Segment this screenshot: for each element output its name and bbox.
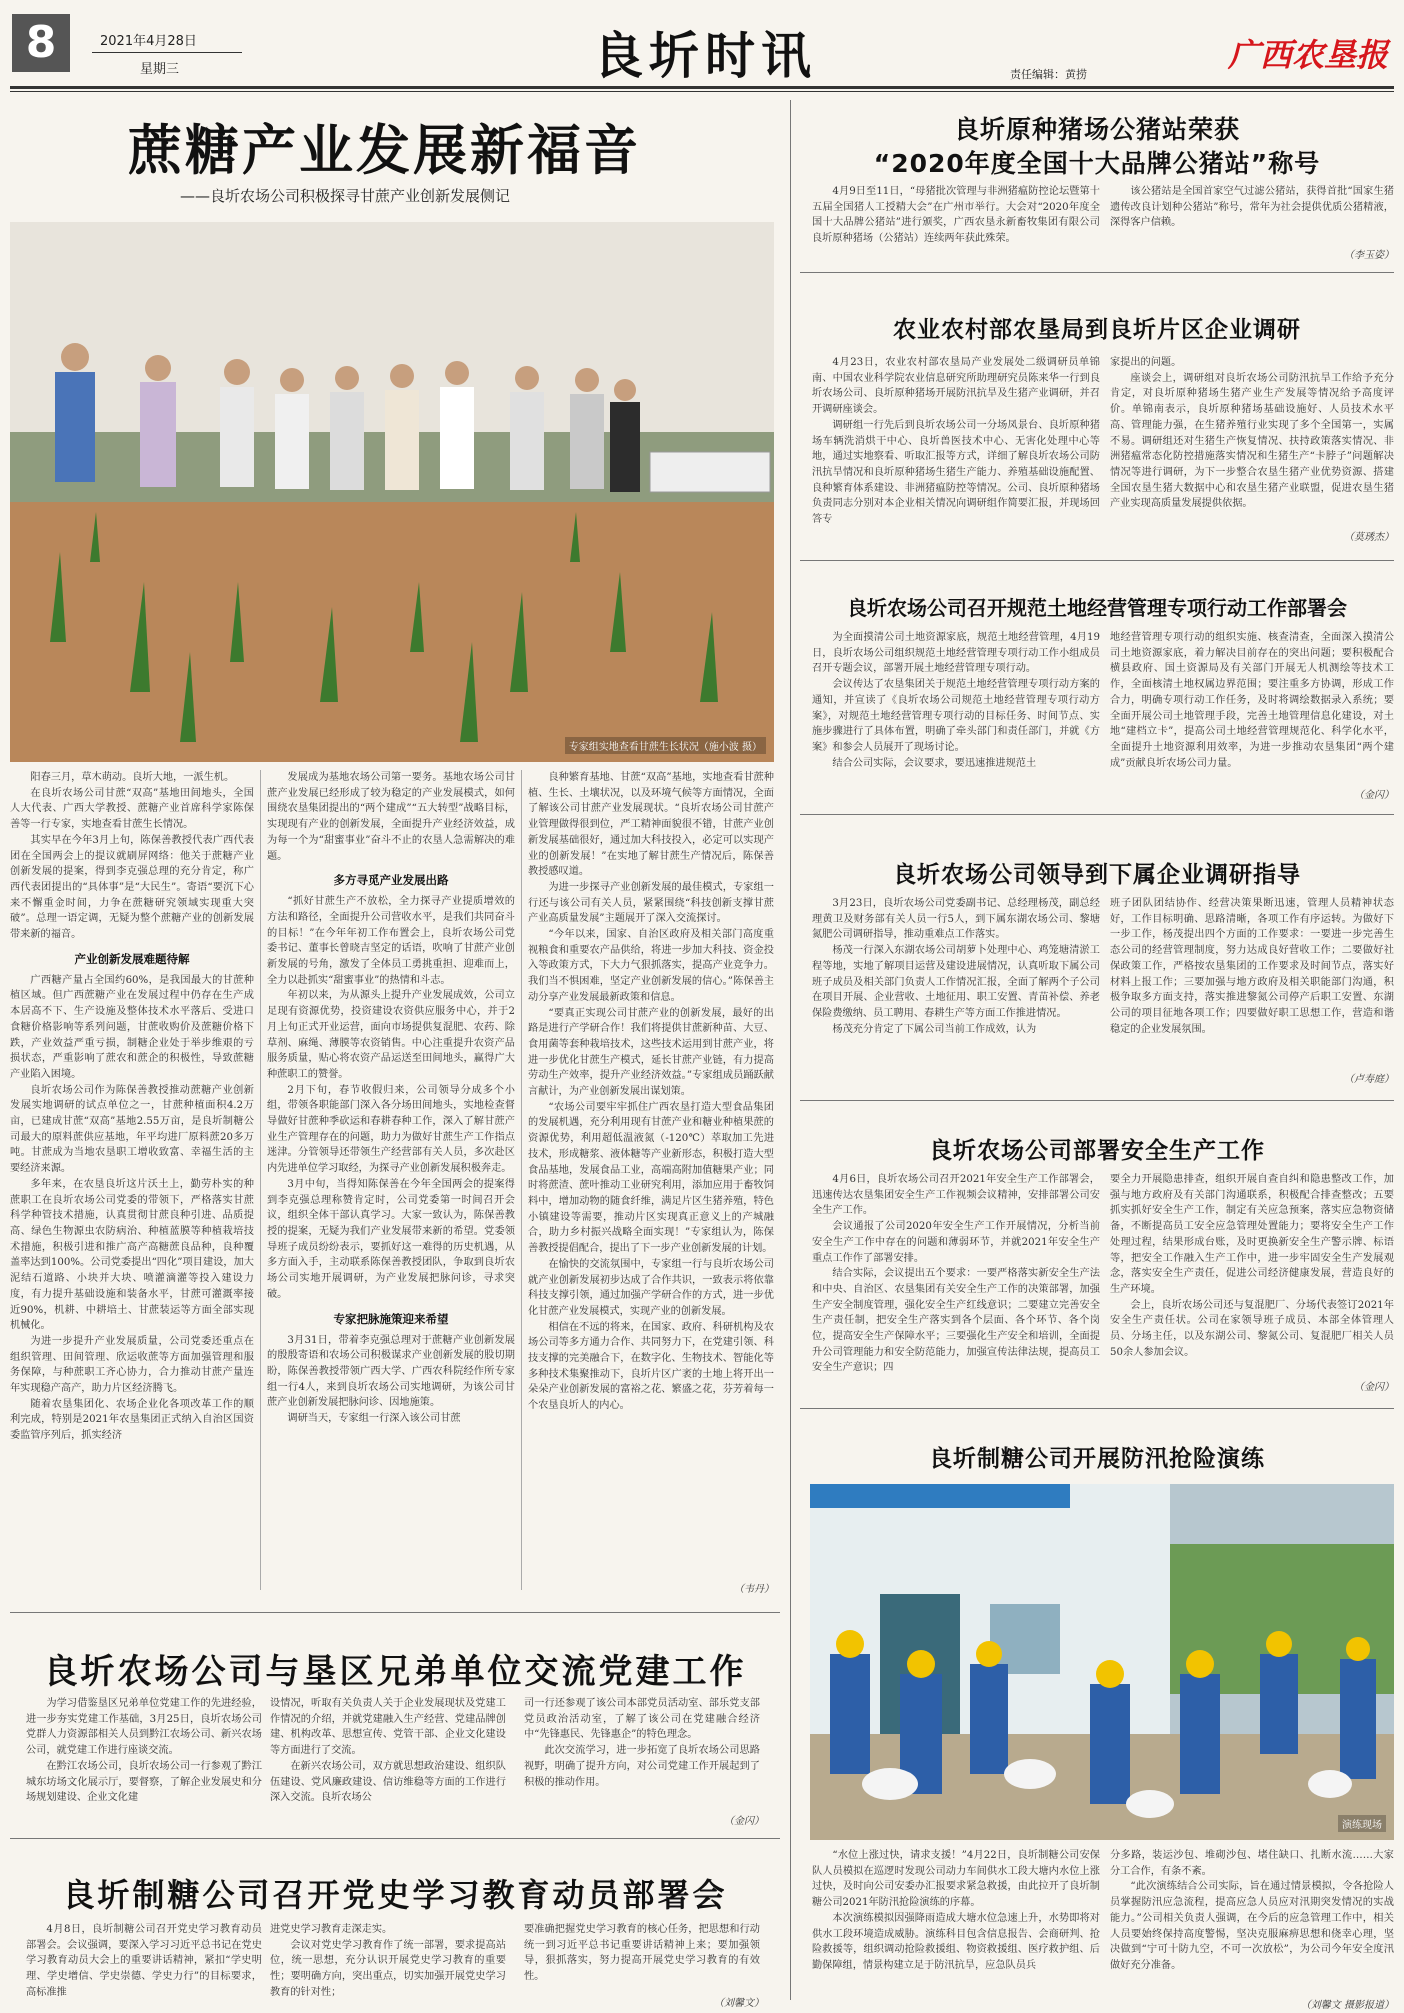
lead-paragraph: 多年来，在农垦良圻这片沃土上，勤劳朴实的种蔗职工在良圻农场公司党委的带领下，严格落实甘蔗科学种管技术措施，认真贯彻甘蔗良种引进、品质提高、绿色生物源虫农防病治、种植蓝膜等种植栽培技术措施，积极引进和推广高产高糖蔗良品种，良种覆盖率达到100%。公司党委提出“四化”项目建设，加大泥结石道路、小块并大块、喷灌滴灌等投入建设力度，有力提升基础设施和装备水平，甘蔗可灌溉率接近90%，机耕、中耕培土、甘蔗装运等方面全部实现机械化。 xyxy=(10,1178,254,1332)
drill-photo-scene xyxy=(810,1484,1394,1840)
lead-column-1 xyxy=(10,770,254,1600)
lead-paragraph: 在良圻农场公司甘蔗“双高”基地田间地头，全国人大代表、广西大学教授、蔗糖产业首席科学家陈保善等一行专家，实地查看甘蔗生长情况。 xyxy=(10,787,254,831)
drill-photo xyxy=(810,1484,1394,1840)
drill-column-right xyxy=(1110,1848,1394,1996)
leaders-paragraph: 杨茂充分肯定了下属公司当前工作成效，认为 xyxy=(832,1023,1037,1035)
safety-paragraph: 4月6日，良圻农场公司召开2021年安全生产工作部署会，迅速传达农垦集团安全生产工作视频会议精神，安排部署公司安全生产工作。 xyxy=(812,1174,1100,1217)
ministry-byline: （莫琇杰） xyxy=(1344,532,1394,543)
lead-title: 蔗糖产业发展新福音 xyxy=(128,119,641,182)
lead-photo-caption: 专家组实地查看甘蔗生长状况（施小波 摄） xyxy=(565,737,766,754)
drill-paragraph: “水位上涨过快，请求支援！”4月22日，良圻制糖公司安保队人员模拟在巡逻时发现公司动力车间供水工段大塘内水位上涨过快，及时向公司安委办汇报要求紧急救援，由此拉开了良圻制糖公司2021年防汛抢险演练的序幕。 xyxy=(812,1850,1100,1909)
section-divider xyxy=(800,814,1394,815)
pig-column-right xyxy=(1110,184,1394,231)
section-divider xyxy=(800,1408,1394,1409)
safety-paragraph: 会上，良圻农场公司还与复混肥厂、分场代表签订2021年安全生产责任状。公司在家领导班子成员、本部全体管理人员、分场主任，以及东湖公司、黎氮公司、复混肥厂相关人员50余人参加会议。 xyxy=(1110,1299,1394,1358)
lead-subhead-1: 产业创新发展难题待解 xyxy=(74,951,190,966)
leaders-byline: （卢寿庭） xyxy=(1344,1074,1394,1085)
party-paragraph: 司一行还参观了该公司本部党员活动室、部乐党支部党员政治活动室，了解了该公司在党建融合经济中“先锋惠民、先锋惠企”的特色理念。 xyxy=(524,1698,760,1741)
land-paragraph: 为全面摸清公司土地资源家底，规范土地经营管理，4月19日，良圻农场公司组织规范土地经营管理专项行动工作小组成员召开专题会议，部署开展土地经营管理专项行动。 xyxy=(812,632,1100,675)
section-title: 良圻时讯 xyxy=(593,26,817,85)
lead-paragraph: 为进一步探寻产业创新发展的最佳模式，专家组一行还与该公司有关人员，紧紧围绕“科技创新支撑甘蔗产业高质量发展”主题展开了深入交流探讨。 xyxy=(528,881,774,925)
header-date: 2021年4月28日 xyxy=(100,34,197,49)
safety-column-right xyxy=(1110,1172,1394,1360)
leaders-paragraph: 班子团队团结协作、经营决策果断迅速，管理人员精神状态好，工作目标明确、思路清晰，各项工作有序运转。为做好下一步工作，杨茂提出四个方面的工作要求：一要进一步完善生态公司的经营管理制度，努力达成良好营收工作；二要做好社保政策工作，严格按农垦集团的工作要求及时间节点，落实好材料上报工作；三要加强与地方政府及相关职能部门沟通，积极争取多方面支持，落实推进黎氮公司停产后职工安置、东湖公司的项目征地各项工作；四要做好职工思想工作，营造和谐稳定的企业发展氛围。 xyxy=(1110,898,1394,1035)
history-column-3 xyxy=(524,1922,760,1992)
page-number: 8 xyxy=(25,17,57,68)
history-column-2 xyxy=(270,1922,506,2002)
pig-title-line2: “2020年度全国十大品牌公猪站”称号 xyxy=(873,149,1321,178)
party-paragraph: 在新兴农场公司，双方就思想政治建设、组织队伍建设、党风廉政建设、信访维稳等方面的工作进行深入交流。良圻农场公 xyxy=(270,1760,506,1804)
land-title: 良圻农场公司召开规范土地经营管理专项行动工作部署会 xyxy=(847,596,1347,620)
ministry-paragraph: 家提出的问题。 xyxy=(1110,357,1182,368)
ministry-paragraph: 调研组一行先后到良圻农场公司一分场凤景台、良圻原种猪场车辆洗消烘干中心、良圻兽医技术中心、无害化处理中心等地，通过实地察看、听取汇报等方式，详细了解良圻农场公司防汛抗旱情况和良圻原种猪场生猪生产能力、养殖基础设施配置、良种繁育体系建设、非洲猪瘟防控等情况。公司、良圻原种猪场负责同志分别对本企业相关情况向调研组作简要汇报，并现场回答专 xyxy=(812,419,1100,526)
main-column-divider xyxy=(790,100,791,2000)
party-column-1 xyxy=(26,1696,262,1806)
drill-paragraph: “此次演练结合公司实际，旨在通过情景模拟，令各抢险人员掌握防汛应急流程，提高应急人员应对汛期突发情况的实战能力。”公司相关负责人强调，在今后的应急管理工作中，相关人员要始终保持高度警惕，坚决克服麻痹思想和侥幸心理，坚决做到“宁可十防九空，不可一次放松”，为公司今年安全度汛做好充分准备。 xyxy=(1110,1881,1394,1971)
party-paragraph: 为学习借鉴垦区兄弟单位党建工作的先进经验，进一步夯实党建工作基础，3月25日，良圻农场公司党群人力资源部相关人员到黔江农场公司、新兴农场公司，就党建工作进行座谈交流。 xyxy=(26,1698,262,1757)
lead-subhead-2: 多方寻觅产业发展出路 xyxy=(333,873,449,888)
lead-paragraph: 良圻农场公司作为陈保善教授推动蔗糖产业创新发展实地调研的试点单位之一，甘蔗种植面积4.2万亩，已建成甘蔗“双高”基地2.55万亩，是良圻制糖公司最大的原料蔗供应基地，年平均进厂原料蔗20多万吨。甘蔗成为当地农垦职工增收致富、幸福生活的主要经济来源。 xyxy=(10,1084,254,1175)
leaders-column-left xyxy=(812,896,1100,1037)
leaders-title: 良圻农场公司领导到下属企业调研指导 xyxy=(893,862,1301,888)
party-column-2 xyxy=(270,1696,506,1806)
history-title: 良圻制糖公司召开党史学习教育动员部署会 xyxy=(62,1876,728,1914)
safety-paragraph: 要全力开展隐患排查，组织开展自查自纠和隐患整改工作，加强与地方政府及有关部门沟通联系，积极配合排查整改；五要抓实抓好安全生产工作，制定有关应急预案，落实应急物资储备，不断提高员工安全应急管理处置能力；要将安全生产工作处理过程，结果形成台账，及时更换新安全生产警示牌、标语等，把安全工作融入生产工作中，进一步牢固安全生产发展观念，落实安全生产责任，促进公司经济健康发展，营造良好的生产环境。 xyxy=(1110,1174,1394,1295)
section-divider xyxy=(800,560,1394,561)
column-divider xyxy=(260,770,261,1590)
land-paragraph: 结合公司实际，会议要求，要迅速推进规范土 xyxy=(832,757,1037,769)
party-byline: （金闪） xyxy=(724,1816,764,1827)
lead-paragraph: 2月下旬，春节收假归来，公司领导分成多个小组，带领各职能部门深入各分场田间地头，实地检查督导做好甘蔗种季砍运和春耕春种工作，深入了解甘蔗产业生产管理存在的问题，助力为做好甘蔗生产工作指点迷津。分管领导还带领生产经营部有关人员，多次赴区内先进单位学习取经，为探寻产业创新发展积极奔走。 xyxy=(267,1084,515,1175)
leaders-paragraph: 杨茂一行深入东湖农场公司胡萝卜处理中心、鸡笼塘清淤工程等地，实地了解项目运营及建设进展情况，认真听取下属公司班子成员及相关部门负责人工作情况汇报，全面了解两个子公司在项目开展、企业营收、土地征用、职工安置、青苗补偿、养老保险费缴纳、员工聘用、春耕生产等方面工作推进情况。 xyxy=(812,945,1100,1019)
editor-credit: 责任编辑：黄捞 xyxy=(1010,68,1087,81)
lead-paragraph: 随着农垦集团化、农场企业化各项改革工作的顺利完成，特别是2021年农垦集团正式纳入自治区国资委监管序列后，抓实经济 xyxy=(10,1398,254,1442)
lead-paragraph: 在愉快的交流氛围中，专家组一行与良圻农场公司就产业创新发展初步达成了合作共识，一致表示将依靠科技支撑引领，通过加强产学研合作的方式，进一步优化甘蔗产业发展模式，实现产业的创新发展。 xyxy=(528,1258,774,1317)
header-rule-thin xyxy=(10,91,1394,92)
land-byline: （金闪） xyxy=(1354,790,1394,801)
history-byline: （刘馨文） xyxy=(714,1998,764,2009)
leaders-column-right xyxy=(1110,896,1394,1037)
section-divider xyxy=(800,272,1394,273)
lead-paragraph: 为进一步提升产业发展质量，公司党委还重点在组织管理、田间管理、欣运收蔗等方面加强管理和服务保障，与种蔗职工齐心协力，合力推动甘蔗产量连年实现稳产高产，助力片区经济腾飞。 xyxy=(10,1335,254,1395)
history-column-1 xyxy=(26,1922,262,2002)
lead-photo-scene xyxy=(10,222,774,762)
lead-paragraph: “农场公司要牢牢抓住广西农垦打造大型食品集团的发展机遇，充分利用现有甘蔗产业和糖业种植果蔗的资源优势，利用超低温液氮（-120℃）萃取加工先进技术，形成糖浆、液体糖等产业新形态，积极打造大型食品基地，发展食品工业，高端高附加值糖果产业；同时将蔗渣、蔗叶推动工业研究利用，添加应用于畜牧饲料中，增加动物的随食纤维，满足片区生猪养殖，特色小镇建设等需要，推动片区实现真正意义上的产城融合，助力乡村振兴战略全面实现！”专家组认为，陈保善教授提倡配合，提出了下一步产业创新发展的计划。 xyxy=(528,1101,774,1255)
pig-title-line1: 良圻原种猪场公猪站荣获 xyxy=(953,115,1240,144)
history-paragraph: 进党史学习教育走深走实。 xyxy=(270,1924,393,1935)
ministry-column-left xyxy=(812,355,1100,528)
drill-byline: （刘馨文 摄影报道） xyxy=(1300,2000,1394,2011)
leaders-paragraph: 3月23日，良圻农场公司党委副书记、总经理杨茂，副总经理黄卫及财务部有关人员一行5人，到下属东湖农场公司、黎塘氮肥公司调研指导，推动重难点工作落实。 xyxy=(812,898,1100,941)
section-divider xyxy=(10,1838,780,1839)
lead-paragraph: 广西糖产量占全国约60%，是我国最大的甘蔗种植区域。但广西蔗糖产业在发展过程中仍存在生产成本居高不下、生产设施及整体技术水平落后、受进口食糖价格影响等系列问题，甘蔗收购价及蔗糖价格下跌，产业效益严重亏损，制糖企业处于举步维艰的亏损状态，严重影响了蔗农和蔗企的积极性，导致蔗糖产业陷入困境。 xyxy=(10,974,254,1080)
drill-photo-caption: 演练现场 xyxy=(1338,1815,1386,1832)
lead-paragraph: “抓好甘蔗生产不放松，全力探寻产业提质增效的方法和路径，全面提升公司营收水平，是我们共同奋斗的目标！”在今年年初工作布置会上，良圻农场公司党委书记、董事长曾晓吉坚定的话语，吹响了甘蔗产业创新发展的号角，激发了全体员工勇挑重担、迎难而上，全力以赴抓实“甜蜜事业”的热情和斗志。 xyxy=(267,896,515,986)
drill-paragraph: 本次演练模拟因强降雨造成大塘水位急速上升，水势即将对供水工段环境造成威胁。演练科目包含信息报告、会商研判、抢险救援等，组织调动抢险救援组、物资救援组、医疗救护组、后勤保障组，情景构建立足于防汛抗旱，应急队员兵 xyxy=(812,1912,1100,1971)
drill-paragraph: 分多路，装运沙包、堆砌沙包、堵住缺口、扎断水流……大家分工合作，有条不紊。 xyxy=(1110,1850,1394,1877)
section-divider xyxy=(800,1100,1394,1101)
land-column-left xyxy=(812,630,1100,771)
lead-paragraph: 良种繁育基地、甘蔗“双高”基地，实地查看甘蔗种植、生长、土壤状况，以及环境气候等方面情况，全面了解该公司甘蔗产业发展现状。“良圻农场公司甘蔗产业管理做得很到位，严工精神面貌很不错，甘蔗产业创新发展基础很好，通过加大科技投入，必定可以实现产业的创新发展！”在实地了解甘蔗生产情况后，陈保善教授感叹道。 xyxy=(528,772,774,878)
drill-title: 良圻制糖公司开展防汛抢险演练 xyxy=(929,1446,1265,1472)
lead-paragraph: 调研当天，专家组一行深入该公司甘蔗 xyxy=(287,1413,461,1425)
page-number-box xyxy=(12,14,70,72)
lead-paragraph: “要真正实现公司甘蔗产业的创新发展，最好的出路是进行产学研合作！我们将提供甘蔗新种苗、大豆、食用菌等套种栽培技术，这些技术运用到甘蔗产业，将进一步优化甘蔗生产模式，延长甘蔗产业链，有力提高劳动生产效率，提升产业经济效益。”专家组成员踊跃献言献计，为产业创新发展出谋划策。 xyxy=(528,1007,774,1098)
history-paragraph: 会议对党史学习教育作了统一部署，要求提高站位，统一思想，充分认识开展党史学习教育的重要性；要明确方向，突出重点，切实加强开展党史学习教育的针对性； xyxy=(270,1939,506,1998)
history-paragraph: 要准确把握党史学习教育的核心任务，把思想和行动统一到习近平总书记重要讲话精神上来；要加强领导，狠抓落实，努力提高开展党史学习教育的有效性。 xyxy=(524,1924,760,1983)
ministry-title: 农业农村部农垦局到良圻片区企业调研 xyxy=(893,317,1301,343)
lead-column-3 xyxy=(528,770,774,1580)
land-paragraph: 会议传达了农垦集团关于规范土地经营管理专项行动方案的通知，并宣读了《良圻农场公司规范土地经营管理专项行动方案》，对规范土地经营管理专项行动的目标任务、时间节点、实施步骤进行了具体布置，明确了牵头部门和责任部门，并就《方案》和参会人员展开了现场讨论。 xyxy=(812,679,1100,753)
party-column-3 xyxy=(524,1696,760,1790)
safety-title: 良圻农场公司部署安全生产工作 xyxy=(929,1138,1265,1164)
lead-paragraph: 年初以来，为从源头上提升产业发展成效，公司立足现有资源优势，投资建设农资供应服务中心，并于2月上旬正式开业运营，面向市场提供复混肥、农药、除草剂、麻绳、薄膜等农资销售。中心注重提升农资产品服务质量，贴心将农资产品运送至田间地头，赢得广大种蔗职工的赞誉。 xyxy=(267,990,515,1080)
ministry-paragraph: 4月23日，农业农村部农垦局产业发展处二级调研员单锦南、中国农业科学院农业信息研究所助理研究员陈来华一行到良圻农场公司、良圻原种猪场开展防汛抗旱及生猪产业调研，并召开调研座谈会。 xyxy=(812,357,1100,416)
header-weekday: 星期三 xyxy=(140,62,180,77)
date-divider xyxy=(92,52,242,53)
pig-paragraph: 4月9日至11日，“母猪批次管理与非洲猪瘟防控论坛暨第十五届全国猪人工授精大会”在广州市举行。大会对“2020年度全国十大品牌公猪站”进行颁奖，广西农垦永新畜牧集团有限公司良圻原种猪场（公猪站）连续两年获此殊荣。 xyxy=(812,186,1100,245)
lead-paragraph: 3月中旬，当得知陈保善在今年全国两会的提案得到李克强总理称赞肯定时，公司党委第一时间召开会议，组织全体干部认真学习。大家一致认为，陈保善教授的提案，无疑为我们产业发展带来新的希望。党委领导班子成员纷纷表示，要抓好这一难得的历史机遇，从多方面入手，主动联系陈保善教授团队，争取到良圻农场公司实地开展调研，为产业发展把脉问诊，寻求突破。 xyxy=(267,1178,515,1300)
lead-paragraph: 3月31日，带着李克强总理对于蔗糖产业创新发展的殷殷寄语和农场公司积极谋求产业创新发展的股切期盼，陈保善教授带领广西大学、广西农科院经作所专家组一行4人，来到良圻农场公司实地调研，为该公司甘蔗产业创新发展把脉问诊、因地施策。 xyxy=(267,1334,515,1409)
safety-byline: （金闪） xyxy=(1354,1382,1394,1393)
ministry-column-right xyxy=(1110,355,1394,512)
lead-paragraph: 相信在不远的将来，在国家、政府、科研机构及农场公司等多方通力合作、共同努力下，在党建引领、科技支撑的完美融合下，在数字化、生物技术、智能化等多种技术集聚推动下，良圻片区广袤的土地上将开出一朵朵产业创新发展的富裕之花、繁盛之花，芬芳着每一个农垦良圻人的内心。 xyxy=(528,1321,774,1412)
party-paragraph: 此次交流学习，进一步拓宽了良圻农场公司思路视野，明确了提升方向，对公司党建工作开展起到了积极的推动作用。 xyxy=(524,1745,760,1788)
party-title: 良圻农场公司与垦区兄弟单位交流党建工作 xyxy=(43,1652,747,1692)
drill-column-left xyxy=(812,1848,1100,1998)
lead-subhead-3: 专家把脉施策迎来希望 xyxy=(333,1311,449,1326)
lead-paragraph: “今年以来，国家、自治区政府及相关部门高度重视粮食和重要农产品供给，将进一步加大科技、资金投入等政策方式，下大力气狠抓落实，提高产业竞争力。我们当不惧困难，坚定产业创新发展的信心。”陈保善主动分享产业发展最新政策和信息。 xyxy=(528,929,774,1003)
ministry-paragraph: 座谈会上，调研组对良圻农场公司防汛抗旱工作给予充分肯定，对良圻原种猪场生猪产业生产发展等情况给予高度评价。单锦南表示，良圻原种猪场基础设施好、人员技术水平高、管理能力强，在生猪养殖行业实现了多个全国第一，实属不易。调研组还对生猪生产恢复情况、扶持政策落实情况、非洲猪瘟常态化防控措施落实情况和生猪生产“卡脖子”问题解决情况等进行调研，为下一步整合农垦生猪产业优势资源、搭建全国农垦生猪大数据中心和农垦生猪产业联盟，促进农垦生猪产业实现高质量发展提供依据。 xyxy=(1110,372,1394,510)
safety-paragraph: 会议通报了公司2020年安全生产工作开展情况，分析当前安全生产工作中存在的问题和薄弱环节，并就2021年安全生产重点工作作了部署安排。 xyxy=(812,1221,1100,1264)
pig-byline: （李玉姿） xyxy=(1344,250,1394,261)
paper-logo: 广西农垦报 xyxy=(1228,36,1389,74)
lead-column-2 xyxy=(267,770,515,1600)
land-paragraph: 地经营管理专项行动的组织实施、核查清查，全面深入摸清公司土地资源家底，着力解决目前存在的突出问题；要积极配合横县政府、国土资源局及有关部门开展无人机测绘等技术工作，全面核清土地权属边界范围；要注重多方协调，形成工作合力，明确专项行动工作任务，及时将调绘数据录入系统；要全面开展公司土地管理手段，完善土地管理信息化建设，对土地“建档立卡”，提高公司土地经营管理规范化、科学化水平，全面提升土地资源利用效率，为进一步推动农垦集团“两个建成”贡献良圻农场公司力量。 xyxy=(1110,632,1394,769)
party-paragraph: 设情况，听取有关负责人关于企业发展现状及党建工作情况的介绍，并就党建融入生产经营、党建品牌创建、机构改革、思想宣传、党管干部、企业文化建设等方面进行了交流。 xyxy=(270,1698,506,1757)
section-divider xyxy=(10,1612,780,1613)
history-paragraph: 4月8日，良圻制糖公司召开党史学习教育动员部署会。会议强调，要深入学习习近平总书记在党史学习教育动员大会上的重要讲话精神，紧扣“学史明理、学史增信、学史崇德、学史力行”的目标要求，高标准推 xyxy=(26,1924,262,1998)
safety-paragraph: 结合实际，会议提出五个要求：一要严格落实新安全生产法和中央、自治区、农垦集团有关安全生产工作的决策部署，加强生产安全制度管理，强化安全生产红线意识；二要建立完善安全生产责任制，把安全生产落实到各个层面、各个环节、各个岗位，提高安全生产保障水平；三要强化生产安全和培训，全面提升公司管理能力和安全防范能力，加强宣传法律法规，提高员工安全生产意识；四 xyxy=(812,1268,1100,1374)
lead-paragraph: 阳春三月，草木萌动。良圻大地，一派生机。 xyxy=(30,772,235,783)
header-rule-thick xyxy=(10,86,1394,89)
lead-paragraph: 发展成为基地农场公司第一要务。基地农场公司甘蔗产业发展已经形成了较为稳定的产业发展模式，如何围绕农垦集团提出的“两个建成”“五大转型”战略目标，实现现有产业的创新发展，全面提升产业经济效益，成为每一个为“甜蜜事业”奋斗不止的农垦人急需解决的难题。 xyxy=(267,772,515,862)
lead-paragraph: 其实早在今年3月上旬，陈保善教授代表广西代表团在全国两会上的提议就刷屏网络：他关于蔗糖产业创新发展的提案，得到李克强总理的充分肯定，称广西代表团提出的“具体事”是“大民生”。寄语“要沉下心来不懈重金时间，力争在蔗糖研究领域实现重大突破”。总理一语定调，无疑为整个蔗糖产业的创新发展带来新的福音。 xyxy=(10,834,254,941)
lead-photo xyxy=(10,222,774,762)
column-divider xyxy=(521,770,522,1590)
lead-byline: （韦丹） xyxy=(734,1584,774,1595)
safety-column-left xyxy=(812,1172,1100,1376)
party-paragraph: 在黔江农场公司，良圻农场公司一行参观了黔江城东坊场文化展示厅，要督察，了解企业发展史和分场规划建设、企业文化建 xyxy=(26,1760,262,1804)
land-column-right xyxy=(1110,630,1394,771)
pig-column-left xyxy=(812,184,1100,247)
pig-paragraph: 该公猪站是全国首家空气过滤公猪站，获得首批“国家生猪遗传改良计划种公猪站”称号，常年为社会提供优质公猪精液，深得客户信赖。 xyxy=(1110,186,1394,229)
lead-subtitle: ——良圻农场公司积极探寻甘蔗产业创新发展侧记 xyxy=(180,187,511,205)
